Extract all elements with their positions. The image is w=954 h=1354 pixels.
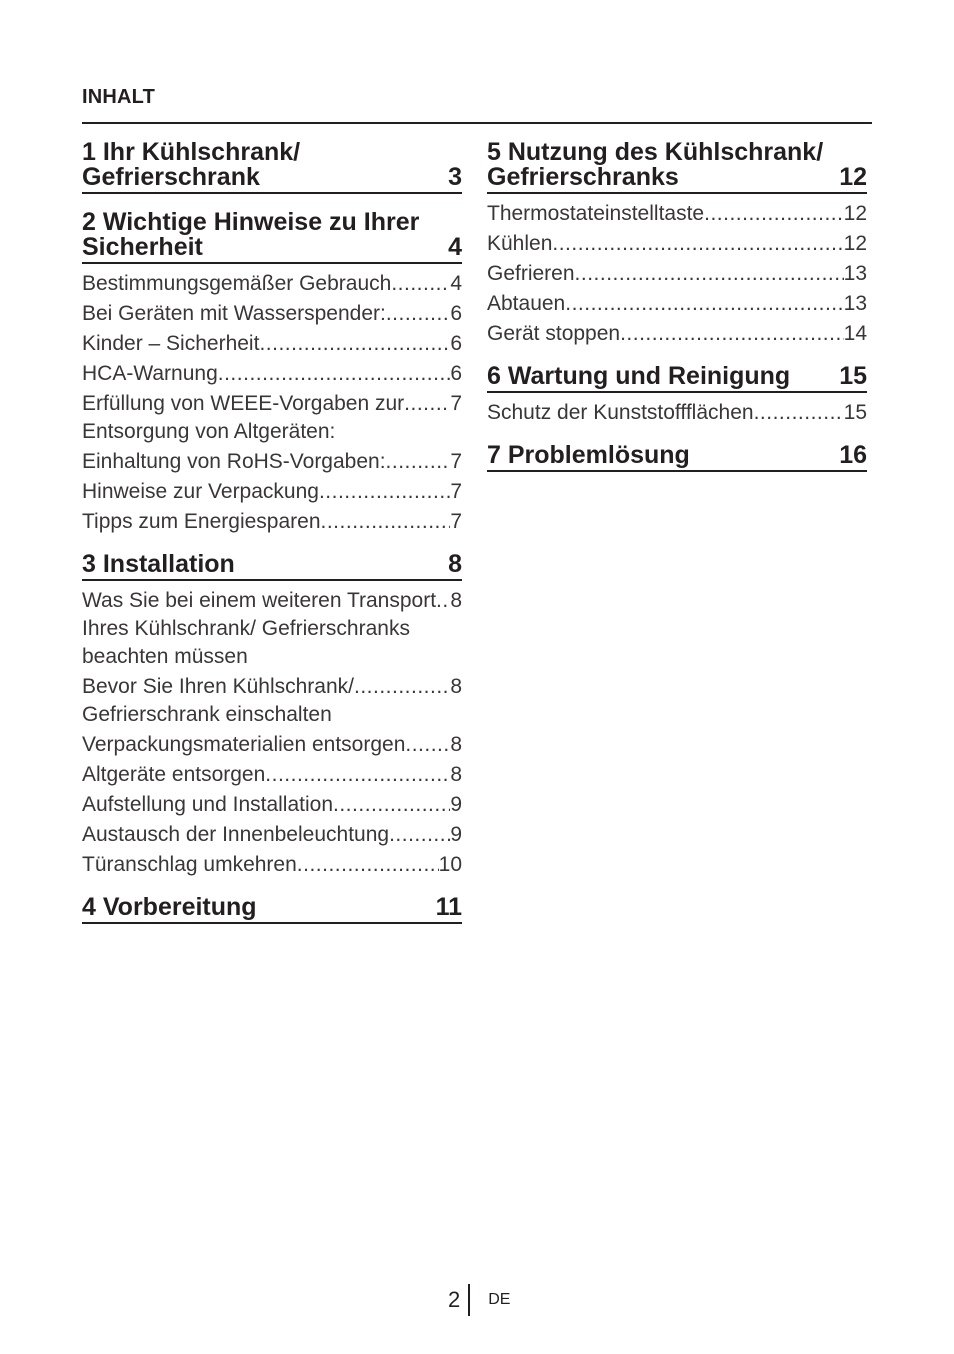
dot-leader <box>404 390 450 418</box>
section-page-number: 16 <box>839 441 867 469</box>
entry-page-number: 12 <box>843 232 867 255</box>
entry-title: Aufstellung und Installation <box>82 793 334 816</box>
entry-page-number: 8 <box>450 675 462 698</box>
entry-page-number: 6 <box>450 362 462 385</box>
toc-entry[interactable] <box>487 200 867 228</box>
section-title: 2 Wichtige Hinweise zu Ihrer <box>82 208 420 236</box>
section-title: 7 Problemlösung <box>487 441 690 469</box>
section-title: Gefrierschrank <box>82 163 260 191</box>
toc-entry[interactable] <box>82 791 462 819</box>
dot-leader <box>436 587 450 615</box>
dot-leader <box>575 260 844 288</box>
entry-title: Gerät stoppen <box>487 322 621 345</box>
entry-page-number: 7 <box>450 450 462 473</box>
section-title: 3 Installation <box>82 550 235 578</box>
toc-entry[interactable] <box>82 673 462 729</box>
entry-title: Bestimmungsgemäßer Gebrauch <box>82 272 392 295</box>
dot-leader <box>386 448 451 476</box>
entry-title: HCA-Warnung <box>82 362 218 385</box>
section-heading[interactable] <box>82 140 462 194</box>
toc-entry[interactable] <box>82 761 462 789</box>
toc-entry[interactable] <box>487 320 867 348</box>
toc-section <box>487 140 867 348</box>
entry-title: Einhaltung von RoHS-Vorgaben: <box>82 450 386 473</box>
toc-entry[interactable] <box>82 300 462 328</box>
section-page-number: 8 <box>448 550 462 578</box>
section-heading[interactable] <box>82 895 462 924</box>
entry-page-number: 13 <box>843 262 867 285</box>
page-number: 2 <box>448 1287 461 1312</box>
dot-leader <box>620 320 844 348</box>
toc-section <box>82 140 462 194</box>
dot-leader <box>386 300 450 328</box>
entry-title: Kinder – Sicherheit <box>82 332 260 355</box>
toc-entry[interactable] <box>82 478 462 506</box>
section-page-number: 4 <box>448 233 462 261</box>
dot-leader <box>321 508 451 536</box>
toc-entry[interactable] <box>82 390 462 446</box>
entry-title: Austausch der Innenbeleuchtung <box>82 823 390 846</box>
footer-divider <box>468 1284 470 1316</box>
section-title: Gefrierschranks <box>487 163 679 191</box>
section-title: 1 Ihr Kühlschrank/ <box>82 138 301 166</box>
dot-leader <box>754 399 844 427</box>
section-page-number: 15 <box>839 362 867 390</box>
entry-title: Thermostateinstelltaste <box>487 202 705 225</box>
dot-leader <box>704 200 844 228</box>
entry-title: Kühlen <box>487 232 553 255</box>
dot-leader <box>405 731 450 759</box>
entry-title: Schutz der Kunststoffflächen <box>487 401 754 424</box>
entry-page-number: 9 <box>450 793 462 816</box>
toc-entry[interactable] <box>487 260 867 288</box>
page-footer <box>448 1284 510 1316</box>
entry-title: Gefrieren <box>487 262 575 285</box>
entry-page-number: 7 <box>450 392 462 415</box>
dot-leader <box>354 673 450 701</box>
entry-title: Erfüllung von WEEE-Vorgaben zur Entsorgung von Altgeräten: <box>82 392 405 443</box>
dot-leader <box>319 478 450 506</box>
entry-title: Bevor Sie Ihren Kühlschrank/ Gefrierschrank einschalten <box>82 675 354 726</box>
section-title: 4 Vorbereitung <box>82 893 257 921</box>
header-rule <box>82 122 872 124</box>
toc-section <box>487 443 867 472</box>
section-page-number: 12 <box>839 163 867 191</box>
section-page-number: 11 <box>435 893 462 921</box>
toc-entry[interactable] <box>82 821 462 849</box>
toc-entry[interactable] <box>487 230 867 258</box>
dot-leader <box>265 761 450 789</box>
dot-leader <box>391 270 450 298</box>
entry-page-number: 8 <box>450 733 462 756</box>
entry-page-number: 14 <box>843 322 867 345</box>
entry-page-number: 6 <box>450 302 462 325</box>
dot-leader <box>565 290 843 318</box>
dot-leader <box>389 821 450 849</box>
dot-leader <box>259 330 450 358</box>
section-heading[interactable] <box>487 364 867 393</box>
section-page-number: 3 <box>448 163 462 191</box>
entry-page-number: 9 <box>450 823 462 846</box>
toc-entry[interactable] <box>82 731 462 759</box>
entry-title: Was Sie bei einem weiteren Transport Ihres Kühlschrank/ Gefrierschranks beachten müssen <box>82 589 437 668</box>
section-title: Sicherheit <box>82 233 203 261</box>
section-heading[interactable] <box>82 210 462 264</box>
toc-entry[interactable] <box>82 270 462 298</box>
section-heading[interactable] <box>487 140 867 194</box>
toc-entry[interactable] <box>487 290 867 318</box>
toc-section <box>82 210 462 536</box>
toc-entry[interactable] <box>82 587 462 671</box>
language-code: DE <box>488 1291 511 1308</box>
entry-title: Tipps zum Energiesparen <box>82 510 321 533</box>
toc-entry[interactable] <box>82 330 462 358</box>
entry-page-number: 7 <box>450 510 462 533</box>
entry-page-number: 10 <box>438 853 462 876</box>
toc-entry[interactable] <box>82 508 462 536</box>
toc-entry[interactable] <box>82 360 462 388</box>
section-heading[interactable] <box>82 552 462 581</box>
entry-title: Abtauen <box>487 292 566 315</box>
toc-left-column <box>82 140 462 940</box>
toc-entry[interactable] <box>487 399 867 427</box>
section-heading[interactable] <box>487 443 867 472</box>
toc-entry[interactable] <box>82 851 462 879</box>
section-title: 5 Nutzung des Kühlschrank/ <box>487 138 824 166</box>
entry-page-number: 6 <box>450 332 462 355</box>
entry-title: Türanschlag umkehren <box>82 853 297 876</box>
toc-section <box>82 552 462 879</box>
toc-section <box>487 364 867 427</box>
dot-leader <box>552 230 843 258</box>
toc-right-column <box>487 140 867 488</box>
entry-page-number: 7 <box>450 480 462 503</box>
entry-page-number: 8 <box>450 763 462 786</box>
entry-title: Hinweise zur Verpackung <box>82 480 319 503</box>
toc-entry[interactable] <box>82 448 462 476</box>
toc-section <box>82 895 462 924</box>
dot-leader <box>333 791 450 819</box>
entry-page-number: 8 <box>450 589 462 612</box>
dot-leader <box>218 360 451 388</box>
dot-leader <box>297 851 439 879</box>
entry-page-number: 15 <box>843 401 867 424</box>
entry-title: Bei Geräten mit Wasserspender: <box>82 302 386 325</box>
entry-title: Altgeräte entsorgen <box>82 763 266 786</box>
entry-page-number: 4 <box>450 272 462 295</box>
entry-page-number: 13 <box>843 292 867 315</box>
entry-page-number: 12 <box>843 202 867 225</box>
section-title: 6 Wartung und Reinigung <box>487 362 791 390</box>
page-header-title: INHALT <box>82 86 156 108</box>
entry-title: Verpackungsmaterialien entsorgen <box>82 733 406 756</box>
